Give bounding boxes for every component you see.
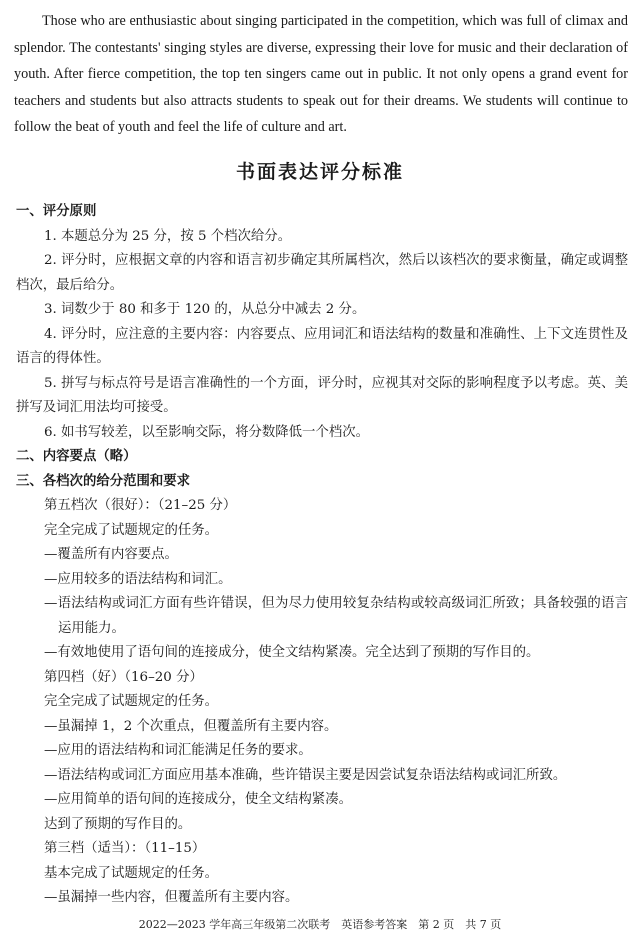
level3-label: 第三档（适当）：（11–15） [44, 841, 206, 856]
principle-item: 3. 词数少于 80 和多于 120 的，从总分中减去 2 分。 [44, 302, 366, 317]
section-heading-content-points: 二、内容要点（略） [16, 449, 137, 464]
level4-point: —应用简单的语句间的连接成分，使全文结构紧凑。 [44, 792, 352, 807]
level5-point: —应用较多的语法结构和词汇。 [44, 571, 232, 587]
level5-point: —语法结构或词汇方面有些许错误，但为尽力使用较复杂结构或较高级词汇所致；具备较强的语言运用能力。 [44, 596, 628, 636]
level4-point: —虽漏掉 1，2 个次重点，但覆盖所有主要内容。 [44, 718, 338, 734]
level4-point: —应用的语法结构和词汇能满足任务的要求。 [44, 743, 312, 758]
level3-summary: 基本完成了试题规定的任务。 [44, 865, 219, 881]
level3-point: —虽漏掉一些内容，但覆盖所有主要内容。 [44, 890, 299, 905]
section-heading-levels: 三、各档次的给分范围和要求 [16, 473, 191, 489]
english-sample-paragraph [14, 8, 628, 141]
level4-summary: 完全完成了试题规定的任务。 [44, 694, 219, 709]
level5-point: —覆盖所有内容要点。 [44, 547, 178, 562]
scoring-criteria [16, 200, 628, 911]
principle-item: 6. 如书写较差，以至影响交际，将分数降低一个档次。 [44, 424, 370, 440]
level4-closing: 达到了预期的写作目的。 [44, 816, 192, 832]
principle-item: 4. 评分时，应注意的主要内容：内容要点、应用词汇和语法结构的数量和准确性、上下文连贯性及语言的得体性。 [16, 326, 628, 366]
principle-item: 1. 本题总分为 25 分，按 5 个档次给分。 [44, 228, 292, 244]
principle-item: 5. 拼写与标点符号是语言准确性的一个方面，评分时，应视其对交际的影响程度予以考虑。英、美拼写及词汇用法均可接受。 [16, 375, 628, 415]
level5-summary: 完全完成了试题规定的任务。 [44, 522, 219, 538]
level5-point: —有效地使用了语句间的连接成分，使全文结构紧凑。完全达到了预期的写作目的。 [44, 645, 540, 660]
section-heading-principles: 一、评分原则 [16, 204, 97, 219]
level4-point: —语法结构或词汇方面应用基本准确，些许错误主要是因尝试复杂语法结构或词汇所致。 [44, 767, 567, 783]
page-title: 书面表达评分标准 [235, 161, 404, 183]
level4-label: 第四档（好）（16–20 分） [44, 669, 203, 685]
english-paragraph-text: Those who are enthusiastic about singing participated in the competition, which was full of climax and splendor. The contestants' singing styles are diverse, expressing their love for music and their declaration of youth. After fierce competition, the top ten singers came out in public. It not only opens a grand event for teachers and students but also attracts students to speak out for their dreams. We students will continue to follow the beat of youth and feel the life of culture and art. [14, 13, 628, 136]
principle-item: 2. 评分时，应根据文章的内容和语言初步确定其所属档次，然后以该档次的要求衡量，确定或调整档次，最后给分。 [16, 253, 628, 293]
level5-label: 第五档次（很好）：（21–25 分） [44, 498, 237, 513]
page-footer: 2022—2023 学年高三年级第二次联考 英语参考答案 第 2 页 共 7 页 [138, 918, 502, 931]
